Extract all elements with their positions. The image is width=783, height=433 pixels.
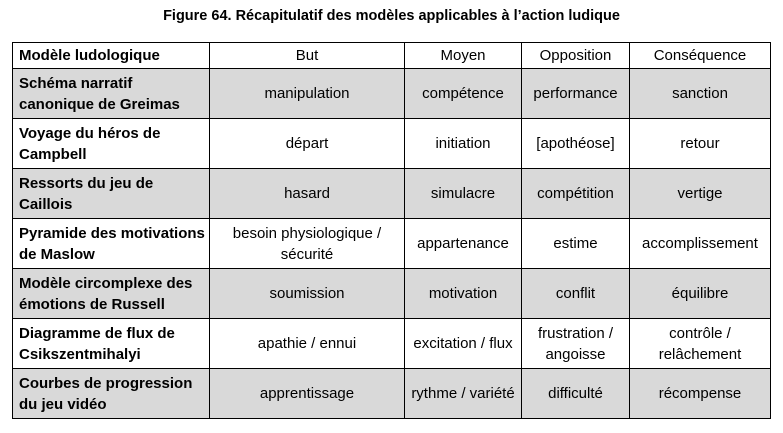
table-row	[13, 219, 771, 269]
consequence-cell: contrôle / relâchement	[630, 319, 771, 369]
consequence-cell: accomplissement	[630, 219, 771, 269]
table-row	[13, 69, 771, 119]
figure-title: Figure 64. Récapitulatif des modèles applicables à l’action ludique	[163, 8, 620, 24]
consequence-cell: vertige	[630, 169, 771, 219]
header-moyen: Moyen	[405, 43, 522, 69]
header-consequence: Conséquence	[630, 43, 771, 69]
moyen-cell: simulacre	[405, 169, 522, 219]
consequence-cell: récompense	[630, 369, 771, 419]
model-name: Pyramide des motivations de Maslow	[13, 219, 210, 269]
moyen-cell: appartenance	[405, 219, 522, 269]
opposition-cell: frustration / angoisse	[522, 319, 630, 369]
but-cell: manipulation	[210, 69, 405, 119]
table-row	[13, 119, 771, 169]
opposition-cell: conflit	[522, 269, 630, 319]
summary-table	[12, 42, 771, 419]
table-row	[13, 369, 771, 419]
table-row	[13, 269, 771, 319]
moyen-cell: initiation	[405, 119, 522, 169]
opposition-cell: compétition	[522, 169, 630, 219]
consequence-cell: retour	[630, 119, 771, 169]
consequence-cell: sanction	[630, 69, 771, 119]
but-cell: apprentissage	[210, 369, 405, 419]
but-cell: besoin physiologique / sécurité	[210, 219, 405, 269]
but-cell: soumission	[210, 269, 405, 319]
header-opposition: Opposition	[522, 43, 630, 69]
but-cell: départ	[210, 119, 405, 169]
model-name: Voyage du héros de Campbell	[13, 119, 210, 169]
model-name: Ressorts du jeu de Caillois	[13, 169, 210, 219]
model-name: Schéma narratif canonique de Greimas	[13, 69, 210, 119]
but-cell: apathie / ennui	[210, 319, 405, 369]
consequence-cell: équilibre	[630, 269, 771, 319]
opposition-cell: estime	[522, 219, 630, 269]
model-name: Courbes de progression du jeu vidéo	[13, 369, 210, 419]
opposition-cell: performance	[522, 69, 630, 119]
but-cell: hasard	[210, 169, 405, 219]
header-but: But	[210, 43, 405, 69]
opposition-cell: difficulté	[522, 369, 630, 419]
moyen-cell: compétence	[405, 69, 522, 119]
moyen-cell: rythme / variété	[405, 369, 522, 419]
table-row	[13, 169, 771, 219]
moyen-cell: excitation / flux	[405, 319, 522, 369]
table-row	[13, 319, 771, 369]
moyen-cell: motivation	[405, 269, 522, 319]
table-header-row	[13, 43, 771, 69]
model-name: Modèle circomplexe des émotions de Russell	[13, 269, 210, 319]
model-name: Diagramme de flux de Csikszentmihalyi	[13, 319, 210, 369]
header-model: Modèle ludologique	[13, 43, 210, 69]
opposition-cell: [apothéose]	[522, 119, 630, 169]
